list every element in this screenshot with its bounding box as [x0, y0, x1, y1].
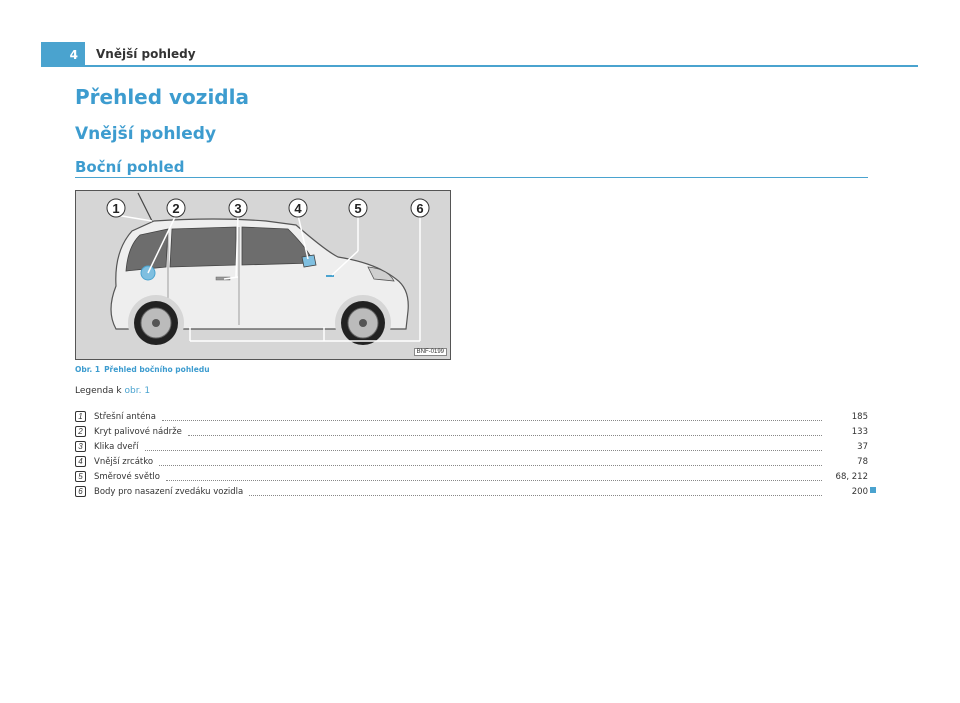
leader-dots	[159, 456, 822, 466]
item-label: Klika dveří	[94, 441, 139, 452]
callout-4: 4	[294, 201, 302, 216]
figure-reference-link[interactable]: obr. 1	[124, 386, 151, 396]
leader-dots	[166, 471, 822, 481]
leader-dots	[162, 411, 822, 421]
subsection-title: Vnější pohledy	[75, 124, 217, 144]
leader-dots	[249, 486, 822, 496]
callout-1: 1	[112, 201, 120, 216]
heading-rule	[75, 177, 868, 178]
item-page[interactable]: 37	[857, 441, 868, 452]
callout-3: 3	[234, 201, 242, 216]
callout-2: 2	[172, 201, 180, 216]
item-number: 3	[75, 441, 86, 452]
legend-line	[75, 386, 150, 396]
list-item	[75, 469, 868, 484]
item-page[interactable]: 68, 212	[835, 471, 868, 482]
item-label: Body pro nasazení zvedáku vozidla	[94, 486, 244, 497]
item-label: Vnější zrcátko	[94, 456, 154, 467]
item-label: Střešní anténa	[94, 411, 156, 422]
figure-caption	[75, 365, 210, 374]
item-number: 5	[75, 471, 86, 482]
item-label: Kryt palivové nádrže	[94, 426, 182, 437]
item-number: 2	[75, 426, 86, 437]
leader-dots	[188, 426, 822, 436]
callout-5: 5	[354, 201, 362, 216]
item-number: 1	[75, 411, 86, 422]
caption-number: Obr. 1	[75, 365, 101, 374]
leader-dots	[145, 441, 823, 451]
list-item	[75, 484, 868, 499]
section-title: Přehled vozidla	[75, 85, 249, 109]
list-item	[75, 454, 868, 469]
item-page[interactable]: 185	[851, 411, 868, 422]
caption-text: Přehled bočního pohledu	[104, 365, 210, 374]
list-item	[75, 424, 868, 439]
legend-prefix: Legenda k	[75, 386, 122, 396]
legend-list	[75, 409, 868, 499]
header-rule	[85, 65, 918, 67]
running-title: Vnější pohledy	[96, 47, 196, 61]
item-label: Směrové světlo	[94, 471, 160, 482]
sub-subsection-title: Boční pohled	[75, 158, 185, 176]
item-number: 6	[75, 486, 86, 497]
side-view-figure	[75, 190, 451, 360]
section-end-marker	[870, 487, 876, 493]
car-side-illustration	[76, 191, 450, 359]
item-number: 4	[75, 456, 86, 467]
item-page[interactable]: 78	[857, 456, 868, 467]
item-page[interactable]: 200	[851, 486, 868, 497]
list-item	[75, 439, 868, 454]
figure-code: BNF-0199	[414, 348, 447, 356]
list-item	[75, 409, 868, 424]
page-number: 4	[41, 42, 85, 67]
callout-6: 6	[416, 201, 424, 216]
item-page[interactable]: 133	[851, 426, 868, 437]
